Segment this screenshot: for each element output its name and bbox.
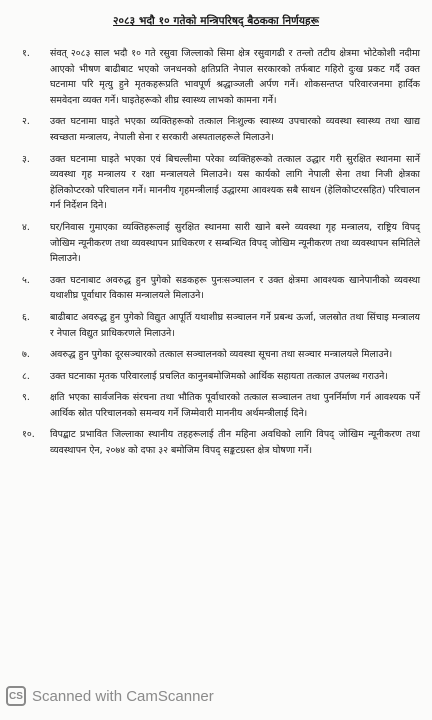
item-text: उक्त घटनामा घाइते भएका एवं बिचल्लीमा परेका व्यक्तिहरूको तत्काल उद्धार गरी सुरक्षित स्थानमा सार्ने व्यवस्था गृह मन्त्रालय र रक्षा मन्त्रालयले मिलाउने। यस कार्यको लागि नेपाली सेना तथा निजी क्षेत्रका हेलिकोप्टरको परिचालन गर्ने। माननीय गृहमन्त्रीलाई उद्धारमा आवश्यक सबै साधन (हेलिकोप्टरसहित) परिचालन गर्न निर्देशन दिने। xyxy=(50,153,420,212)
item-number: ८. xyxy=(22,370,30,382)
item-number: ९. xyxy=(22,392,30,404)
list-item xyxy=(22,114,420,145)
list-item xyxy=(22,390,420,421)
item-number: २. xyxy=(22,116,30,128)
scanner-watermark xyxy=(6,686,214,706)
list-item xyxy=(22,347,420,363)
item-number: ४. xyxy=(22,221,30,233)
item-number: ५. xyxy=(22,274,30,286)
list-item xyxy=(22,46,420,108)
item-number: ३. xyxy=(22,153,30,165)
list-item xyxy=(22,273,420,304)
decision-list xyxy=(22,46,420,465)
page-title: २०८३ भदौ १० गतेको मन्त्रिपरिषद् बैठकका निर्णयहरू xyxy=(113,15,319,27)
item-text: अवरुद्ध हुन पुगेका दूरसञ्चारको तत्काल सञ्चालनको व्यवस्था सूचना तथा सञ्चार मन्त्रालयले मिलाउने। xyxy=(50,349,393,361)
item-text: उक्त घटनाका मृतक परिवारलाई प्रचलित कानुनबमोजिमको आर्थिक सहायता तत्काल उपलब्ध गराउने। xyxy=(50,370,388,382)
item-text: घर/निवास गुमाएका व्यक्तिहरूलाई सुरक्षित स्थानमा सारी खाने बस्ने व्यवस्था गृह मन्त्रालय, राष्ट्रिय विपद् जोखिम न्यूनीकरण तथा व्यवस्थापन प्राधिकरण र सम्बन्धित विपद् जोखिम न्यूनीकरण तथा व्यवस्थापन समितिले मिलाउने। xyxy=(50,221,420,265)
camscanner-logo-icon: CS xyxy=(6,686,26,706)
item-text: उक्त घटनामा घाइते भएका व्यक्तिहरूको तत्काल निःशुल्क स्वास्थ्य उपचारको व्यवस्था स्वास्थ्य तथा खाद्य स्वच्छता मन्त्रालय, नेपाली सेना र सरकारी अस्पतालहरूले मिलाउने। xyxy=(50,116,420,143)
list-item xyxy=(22,427,420,458)
list-item xyxy=(22,220,420,267)
item-text: संवत् २०८३ साल भदौ १० गते रसुवा जिल्लाको सिमा क्षेत्र रसुवागढी र तन्लो तटीय क्षेत्रमा भोटेकोशी नदीमा आएको भीषण बाढीबाट भएको जनधनको क्षतिप्रति नेपाल सरकारको तर्फबाट गहिरो दुःख प्रकट गर्दै उक्त घटनामा परि मृत्यु हुने मृतकहरूप्रति भावपूर्ण श्रद्धाञ्जली अर्पण गर्ने। शोकसन्तप्त परिवारजनमा हार्दिक समवेदना व्यक्त गर्ने। घाइतेहरूको शीघ्र स्वास्थ्य लाभको कामना गर्ने। xyxy=(50,48,420,106)
list-item xyxy=(22,152,420,214)
item-text: क्षति भएका सार्वजनिक संरचना तथा भौतिक पूर्वाधारको तत्काल सञ्चालन तथा पुनर्निर्माण गर्न आवश्यक पर्ने आर्थिक स्रोत परिचालनको समन्वय गर्ने जिम्मेवारी माननीय अर्थमन्त्रीलाई दिने। xyxy=(50,392,420,419)
item-number: १. xyxy=(22,48,30,59)
item-text: उक्त घटनाबाट अवरुद्ध हुन पुगेको सडकहरू पुनःसञ्चालन र उक्त क्षेत्रमा आवश्यक खानेपानीको व्यवस्था यथाशीघ्र पूर्वाधार विकास मन्त्रालयले मिलाउने। xyxy=(50,274,420,302)
item-text: बाढीबाट अवरुद्ध हुन पुगेको विद्युत आपूर्ति यथाशीघ्र सञ्चालन गर्ने प्रबन्ध ऊर्जा, जलस्रोत तथा सिंचाइ मन्त्रालय र नेपाल विद्युत प्राधिकरणले मिलाउने। xyxy=(50,311,420,339)
list-item xyxy=(22,369,420,385)
item-number: १०. xyxy=(22,429,35,441)
item-number: ६. xyxy=(22,311,30,323)
item-number: ७. xyxy=(22,349,30,361)
item-text: विपद्बाट प्रभावित जिल्लाका स्थानीय तहहरूलाई तीन महिना अवधिको लागि विपद् जोखिम न्यूनीकरण तथा व्यवस्थापन ऐन, २०७४ को दफा ३२ बमोजिम विपद् सङ्कटग्रस्त क्षेत्र घोषणा गर्ने। xyxy=(50,429,420,457)
list-item xyxy=(22,310,420,341)
watermark-label: Scanned with CamScanner xyxy=(32,687,214,705)
